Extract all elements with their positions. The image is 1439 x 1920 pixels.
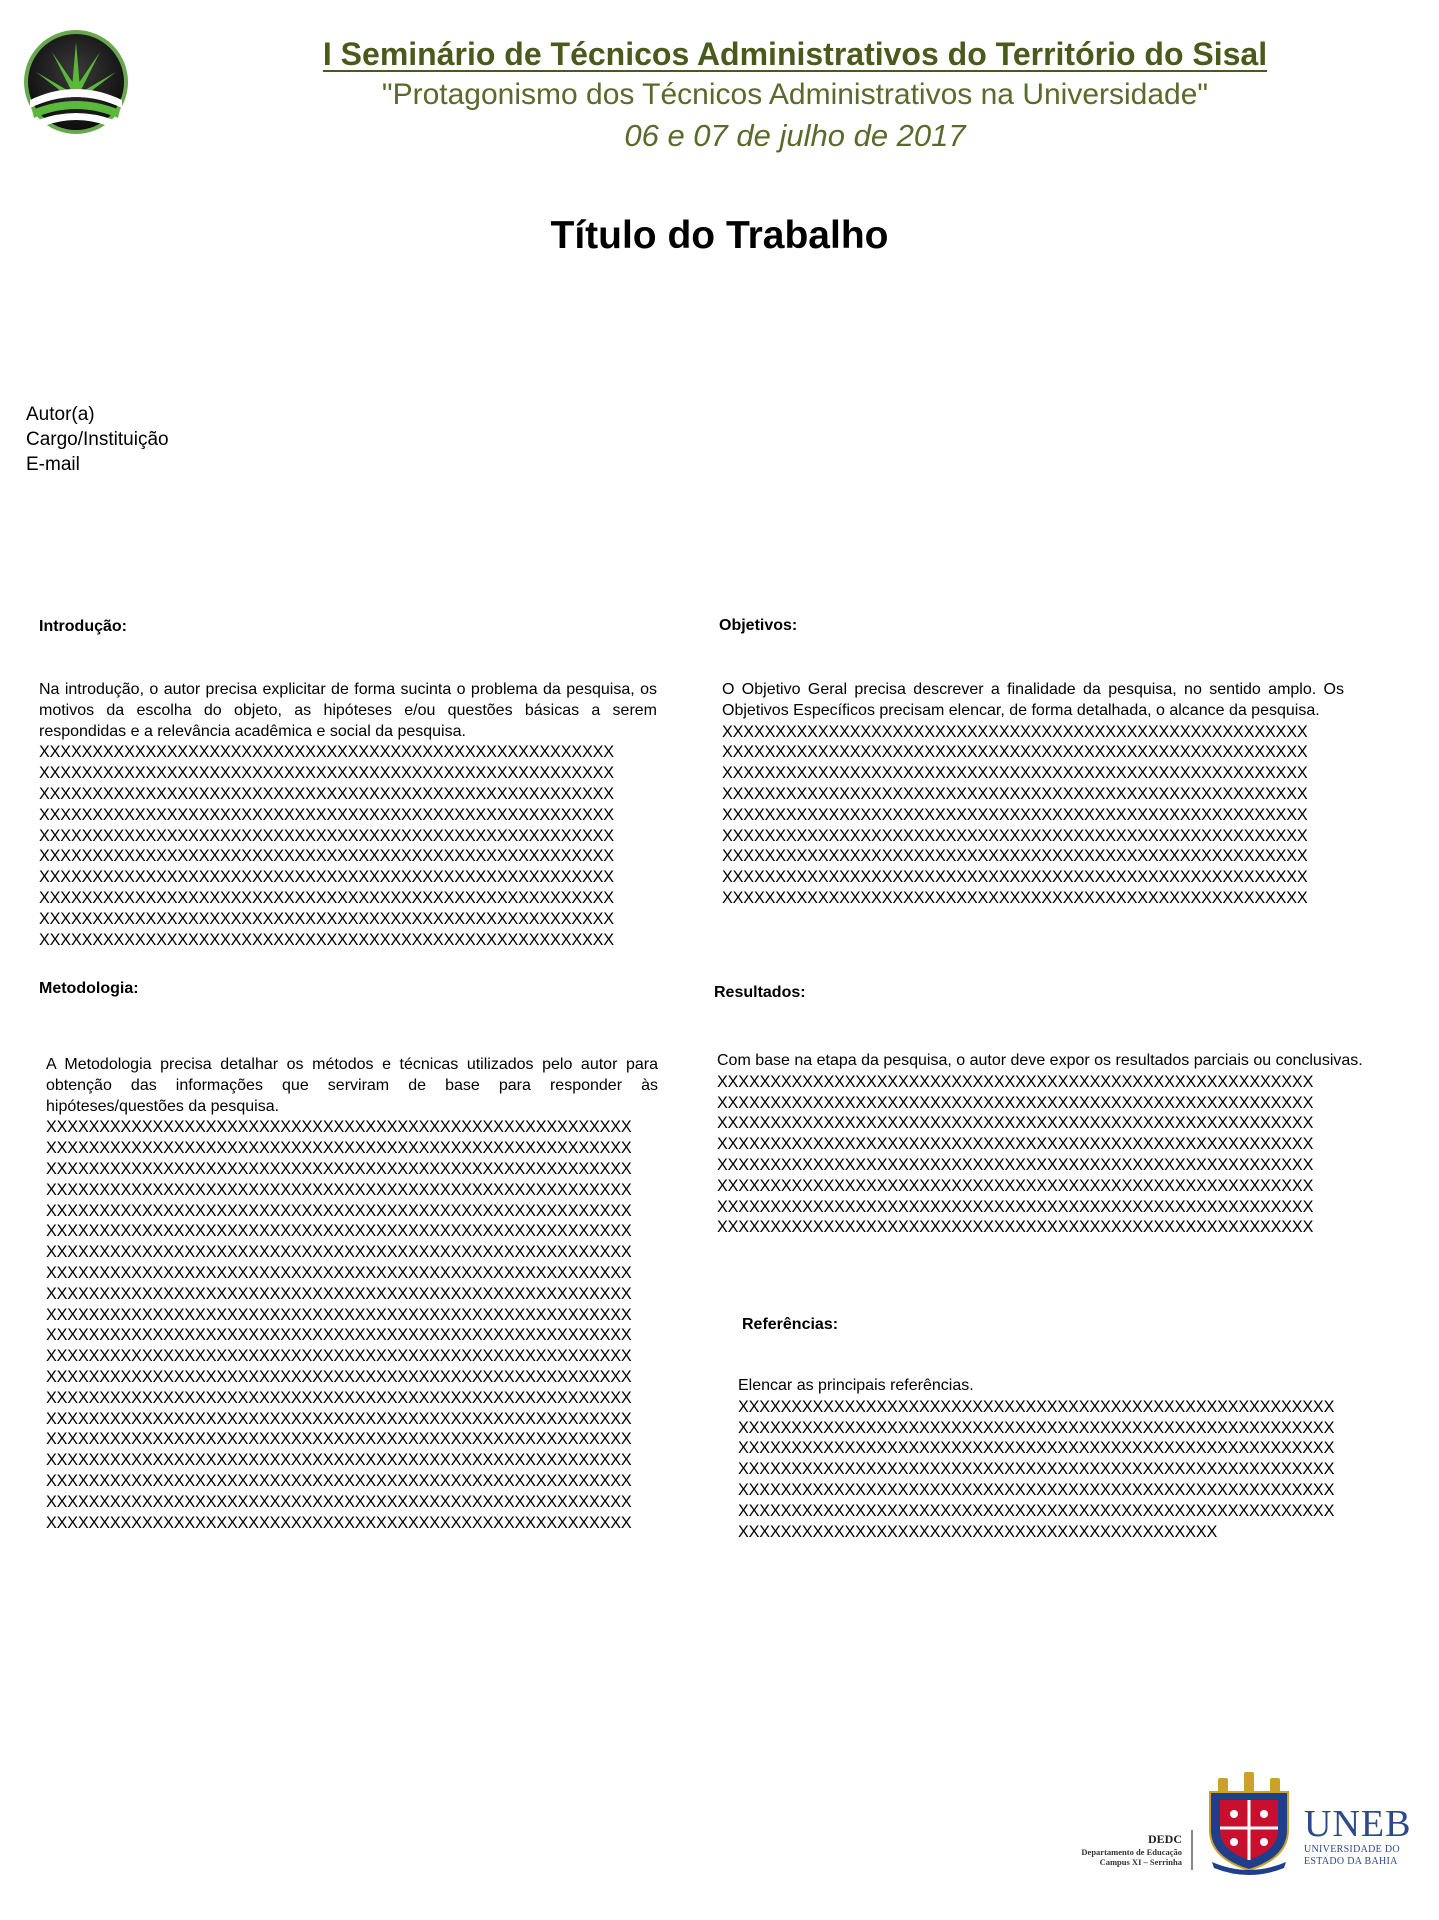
resultados-filler-line: XXXXXXXXXXXXXXXXXXXXXXXXXXXXXXXXXXXXXXXXXXXXXXXXXXXXXXXX <box>717 1072 1314 1091</box>
uneb-logo <box>1304 1804 1411 1868</box>
section-heading-referencias: Referências: <box>742 1316 839 1333</box>
author-email: E-mail <box>26 454 80 475</box>
metodologia-filler-line: XXXXXXXXXXXXXXXXXXXXXXXXXXXXXXXXXXXXXXXXXXXXXXXXXXXXXXX <box>46 1513 632 1532</box>
resultados-filler-line: XXXXXXXXXXXXXXXXXXXXXXXXXXXXXXXXXXXXXXXXXXXXXXXXXXXXXXXX <box>717 1197 1314 1216</box>
introducao-filler-line: XXXXXXXXXXXXXXXXXXXXXXXXXXXXXXXXXXXXXXXXXXXXXXXXXXXXXX <box>39 826 614 845</box>
metodologia-filler-line: XXXXXXXXXXXXXXXXXXXXXXXXXXXXXXXXXXXXXXXXXXXXXXXXXXXXXXX <box>46 1222 632 1241</box>
objetivos-filler-line: XXXXXXXXXXXXXXXXXXXXXXXXXXXXXXXXXXXXXXXXXXXXXXXXXXXXXXX <box>722 764 1308 783</box>
referencias-filler-line: XXXXXXXXXXXXXXXXXXXXXXXXXXXXXXXXXXXXXXXXXXXXXXXXXXXXXXXX <box>738 1439 1335 1458</box>
uneb-abbr: UNEB <box>1304 1803 1412 1845</box>
objetivos-filler-line: XXXXXXXXXXXXXXXXXXXXXXXXXXXXXXXXXXXXXXXXXXXXXXXXXXXXXXX <box>722 784 1308 803</box>
referencias-filler-line: XXXXXXXXXXXXXXXXXXXXXXXXXXXXXXXXXXXXXXXXXXXXXXXXXXXXXXXX <box>738 1418 1335 1437</box>
dedc-abbr: DEDC <box>1147 1832 1182 1846</box>
referencias-filler-line: XXXXXXXXXXXXXXXXXXXXXXXXXXXXXXXXXXXXXXXXXXXXXXXXXXXXXXXX <box>738 1397 1335 1416</box>
objetivos-filler-line: XXXXXXXXXXXXXXXXXXXXXXXXXXXXXXXXXXXXXXXXXXXXXXXXXXXXXXX <box>722 868 1308 887</box>
resultados-text: Com base na etapa da pesquisa, o autor deve expor os resultados parciais ou conclusivas. <box>717 1052 1363 1069</box>
section-body-resultados <box>717 1051 1363 1238</box>
dedc-logo <box>1058 1832 1182 1867</box>
metodologia-filler-line: XXXXXXXXXXXXXXXXXXXXXXXXXXXXXXXXXXXXXXXXXXXXXXXXXXXXXXX <box>46 1139 632 1158</box>
metodologia-filler-line: XXXXXXXXXXXXXXXXXXXXXXXXXXXXXXXXXXXXXXXXXXXXXXXXXXXXXXX <box>46 1305 632 1324</box>
metodologia-filler-line: XXXXXXXXXXXXXXXXXXXXXXXXXXXXXXXXXXXXXXXXXXXXXXXXXXXXXXX <box>46 1159 632 1178</box>
metodologia-filler-line: XXXXXXXXXXXXXXXXXXXXXXXXXXXXXXXXXXXXXXXXXXXXXXXXXXXXXXX <box>46 1201 632 1220</box>
metodologia-filler-line: XXXXXXXXXXXXXXXXXXXXXXXXXXXXXXXXXXXXXXXXXXXXXXXXXXXXXXX <box>46 1430 632 1449</box>
uneb-crest-icon <box>1204 1770 1294 1876</box>
section-body-introducao <box>39 680 657 950</box>
objetivos-text: O Objetivo Geral precisa descrever a finalidade da pesquisa, no sentido amplo. Os Objetivos Específicos precisam elencar, de forma detalhada, o alcance da pesquisa. <box>722 681 1344 719</box>
author-position: Cargo/Instituição <box>26 429 169 450</box>
author-name: Autor(a) <box>26 404 95 425</box>
introducao-filler-line: XXXXXXXXXXXXXXXXXXXXXXXXXXXXXXXXXXXXXXXXXXXXXXXXXXXXXX <box>39 743 614 762</box>
resultados-filler-line: XXXXXXXXXXXXXXXXXXXXXXXXXXXXXXXXXXXXXXXXXXXXXXXXXXXXXXXX <box>717 1114 1314 1133</box>
metodologia-filler-line: XXXXXXXXXXXXXXXXXXXXXXXXXXXXXXXXXXXXXXXXXXXXXXXXXXXXXXX <box>46 1118 632 1137</box>
objetivos-filler-line: XXXXXXXXXXXXXXXXXXXXXXXXXXXXXXXXXXXXXXXXXXXXXXXXXXXXXXX <box>722 743 1308 762</box>
dedc-name: Departamento de Educação <box>1081 1847 1182 1857</box>
metodologia-filler-line: XXXXXXXXXXXXXXXXXXXXXXXXXXXXXXXXXXXXXXXXXXXXXXXXXXXXXXX <box>46 1284 632 1303</box>
metodologia-filler-line: XXXXXXXXXXXXXXXXXXXXXXXXXXXXXXXXXXXXXXXXXXXXXXXXXXXXXXX <box>46 1263 632 1282</box>
resultados-filler-line: XXXXXXXXXXXXXXXXXXXXXXXXXXXXXXXXXXXXXXXXXXXXXXXXXXXXXXXX <box>717 1218 1314 1237</box>
author-info <box>26 402 169 477</box>
objetivos-filler-line: XXXXXXXXXXXXXXXXXXXXXXXXXXXXXXXXXXXXXXXXXXXXXXXXXXXXXXX <box>722 847 1308 866</box>
metodologia-text: A Metodologia precisa detalhar os métodos e técnicas utilizados pelo autor para obtenção das informações que serviram de base para responder às hipóteses/questões da pesquisa. <box>46 1056 658 1115</box>
uneb-name-line-2: ESTADO DA BAHIA <box>1304 1856 1398 1867</box>
work-title: Título do Trabalho <box>550 214 889 257</box>
section-heading-resultados: Resultados: <box>714 984 806 1001</box>
objetivos-filler-line: XXXXXXXXXXXXXXXXXXXXXXXXXXXXXXXXXXXXXXXXXXXXXXXXXXXXXXX <box>722 888 1308 907</box>
resultados-filler-line: XXXXXXXXXXXXXXXXXXXXXXXXXXXXXXXXXXXXXXXXXXXXXXXXXXXXXXXX <box>717 1135 1314 1154</box>
footer-divider <box>1191 1830 1193 1870</box>
resultados-filler-line: XXXXXXXXXXXXXXXXXXXXXXXXXXXXXXXXXXXXXXXXXXXXXXXXXXXXXXXX <box>717 1155 1314 1174</box>
referencias-filler-line: XXXXXXXXXXXXXXXXXXXXXXXXXXXXXXXXXXXXXXXXXXXXXXXXXXXXXXXX <box>738 1460 1335 1479</box>
metodologia-filler-line: XXXXXXXXXXXXXXXXXXXXXXXXXXXXXXXXXXXXXXXXXXXXXXXXXXXXXXX <box>46 1243 632 1262</box>
dedc-campus: Campus XI – Serrinha <box>1099 1857 1182 1867</box>
referencias-filler-line: XXXXXXXXXXXXXXXXXXXXXXXXXXXXXXXXXXXXXXXXXXXXX <box>738 1522 1218 1541</box>
introducao-text: Na introdução, o autor precisa explicitar de forma sucinta o problema da pesquisa, os motivos da escolha do objeto, as hipóteses e/ou questões básicas a serem respondidas e a relevância acadêmica e social da pesquisa. <box>39 681 657 740</box>
introducao-filler-line: XXXXXXXXXXXXXXXXXXXXXXXXXXXXXXXXXXXXXXXXXXXXXXXXXXXXXX <box>39 930 614 949</box>
resultados-filler-line: XXXXXXXXXXXXXXXXXXXXXXXXXXXXXXXXXXXXXXXXXXXXXXXXXXXXXXXX <box>717 1176 1314 1195</box>
section-heading-objetivos: Objetivos: <box>719 617 798 634</box>
metodologia-filler-line: XXXXXXXXXXXXXXXXXXXXXXXXXXXXXXXXXXXXXXXXXXXXXXXXXXXXXXX <box>46 1326 632 1345</box>
metodologia-filler-line: XXXXXXXXXXXXXXXXXXXXXXXXXXXXXXXXXXXXXXXXXXXXXXXXXXXXXXX <box>46 1180 632 1199</box>
introducao-filler-line: XXXXXXXXXXXXXXXXXXXXXXXXXXXXXXXXXXXXXXXXXXXXXXXXXXXXXX <box>39 909 614 928</box>
referencias-text: Elencar as principais referências. <box>738 1377 974 1394</box>
objetivos-filler-line: XXXXXXXXXXXXXXXXXXXXXXXXXXXXXXXXXXXXXXXXXXXXXXXXXXXXXXX <box>722 722 1308 741</box>
metodologia-filler-line: XXXXXXXXXXXXXXXXXXXXXXXXXXXXXXXXXXXXXXXXXXXXXXXXXXXXXXX <box>46 1409 632 1428</box>
introducao-filler-line: XXXXXXXXXXXXXXXXXXXXXXXXXXXXXXXXXXXXXXXXXXXXXXXXXXXXXX <box>39 764 614 783</box>
metodologia-filler-line: XXXXXXXXXXXXXXXXXXXXXXXXXXXXXXXXXXXXXXXXXXXXXXXXXXXXXXX <box>46 1347 632 1366</box>
introducao-filler-line: XXXXXXXXXXXXXXXXXXXXXXXXXXXXXXXXXXXXXXXXXXXXXXXXXXXXXX <box>39 805 614 824</box>
section-heading-metodologia: Metodologia: <box>39 980 139 997</box>
uneb-name-line-1: UNIVERSIDADE DO <box>1304 1844 1400 1855</box>
metodologia-filler-line: XXXXXXXXXXXXXXXXXXXXXXXXXXXXXXXXXXXXXXXXXXXXXXXXXXXXXXX <box>46 1451 632 1470</box>
section-body-referencias <box>738 1376 1368 1542</box>
referencias-filler-line: XXXXXXXXXXXXXXXXXXXXXXXXXXXXXXXXXXXXXXXXXXXXXXXXXXXXXXXX <box>738 1480 1335 1499</box>
seminar-date: 06 e 07 de julho de 2017 <box>624 118 966 153</box>
resultados-filler-line: XXXXXXXXXXXXXXXXXXXXXXXXXXXXXXXXXXXXXXXXXXXXXXXXXXXXXXXX <box>717 1093 1314 1112</box>
referencias-filler-line: XXXXXXXXXXXXXXXXXXXXXXXXXXXXXXXXXXXXXXXXXXXXXXXXXXXXXXXX <box>738 1501 1335 1520</box>
metodologia-filler-line: XXXXXXXXXXXXXXXXXXXXXXXXXXXXXXXXXXXXXXXXXXXXXXXXXXXXXXX <box>46 1367 632 1386</box>
seminar-title: I Seminário de Técnicos Administrativos do Território do Sisal <box>322 36 1268 72</box>
metodologia-filler-line: XXXXXXXXXXXXXXXXXXXXXXXXXXXXXXXXXXXXXXXXXXXXXXXXXXXXXXX <box>46 1492 632 1511</box>
section-body-objetivos <box>722 680 1344 909</box>
section-body-metodologia <box>46 1055 658 1533</box>
metodologia-filler-line: XXXXXXXXXXXXXXXXXXXXXXXXXXXXXXXXXXXXXXXXXXXXXXXXXXXXXXX <box>46 1471 632 1490</box>
section-heading-introducao: Introdução: <box>39 618 127 635</box>
introducao-filler-line: XXXXXXXXXXXXXXXXXXXXXXXXXXXXXXXXXXXXXXXXXXXXXXXXXXXXXX <box>39 784 614 803</box>
metodologia-filler-line: XXXXXXXXXXXXXXXXXXXXXXXXXXXXXXXXXXXXXXXXXXXXXXXXXXXXXXX <box>46 1388 632 1407</box>
introducao-filler-line: XXXXXXXXXXXXXXXXXXXXXXXXXXXXXXXXXXXXXXXXXXXXXXXXXXXXXX <box>39 868 614 887</box>
seminar-logo <box>22 28 130 136</box>
objetivos-filler-line: XXXXXXXXXXXXXXXXXXXXXXXXXXXXXXXXXXXXXXXXXXXXXXXXXXXXXXX <box>722 826 1308 845</box>
introducao-filler-line: XXXXXXXXXXXXXXXXXXXXXXXXXXXXXXXXXXXXXXXXXXXXXXXXXXXXXX <box>39 888 614 907</box>
objetivos-filler-line: XXXXXXXXXXXXXXXXXXXXXXXXXXXXXXXXXXXXXXXXXXXXXXXXXXXXXXX <box>722 805 1308 824</box>
seminar-subtitle: "Protagonismo dos Técnicos Administrativos na Universidade" <box>381 78 1209 111</box>
introducao-filler-line: XXXXXXXXXXXXXXXXXXXXXXXXXXXXXXXXXXXXXXXXXXXXXXXXXXXXXX <box>39 847 614 866</box>
